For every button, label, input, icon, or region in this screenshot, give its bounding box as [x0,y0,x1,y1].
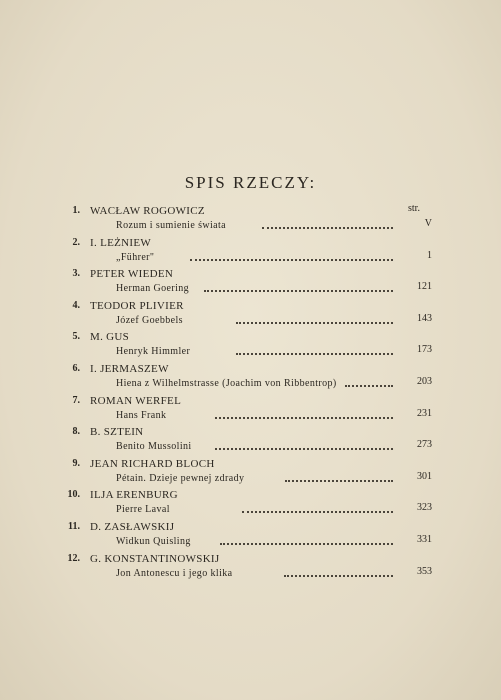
entry-page-number: 331 [417,534,432,545]
entry-number: 7. [72,394,80,406]
entry-page-number: 143 [417,312,432,324]
entry-author: ILJA ERENBURG [90,489,178,502]
entry-work-title: Herman Goering [116,283,190,295]
toc-entry [0,553,501,583]
entry-author: G. KONSTANTINOWSKIJ [90,552,220,565]
entry-author: I. JERMASZEW [90,363,169,375]
dot-leader [236,312,393,324]
entry-author: I. LEŻNIEW [90,236,152,249]
entry-number: 10. [67,489,80,501]
entry-number: 1. [72,205,80,216]
toc-entry [0,237,501,267]
dot-leader [284,565,393,577]
entry-work-title: Pierre Laval [116,504,170,516]
toc-entry [0,426,501,456]
dot-leader [236,343,393,355]
toc-entry [0,521,501,551]
dot-leader [204,280,393,292]
entry-author: WACŁAW ROGOWICZ [90,205,205,217]
entry-author: TEODOR PLIVIER [90,299,184,312]
entry-number: 3. [72,268,80,280]
entry-page-number: V [424,218,432,229]
entry-number: 12. [67,552,80,564]
entry-page-number: 231 [417,407,432,419]
dot-leader [215,438,393,450]
dot-leader [190,249,393,261]
entry-work-title: Benito Mussolini [116,441,192,453]
entry-number: 9. [72,457,80,469]
entry-number: 8. [72,426,80,438]
toc-entry [0,363,501,393]
dot-leader [242,501,393,513]
entry-number: 5. [72,331,80,343]
entry-work-title: Henryk Himmler [116,346,191,358]
toc-entry [0,458,501,488]
entry-author: PETER WIEDEN [90,268,174,281]
entry-author: ROMAN WERFEL [90,394,182,407]
toc-entry [0,300,501,330]
entry-page-number: 121 [417,281,432,293]
dot-leader [345,375,393,387]
entry-work-title: Józef Goebbels [116,314,183,326]
entry-work-title: Jon Antonescu i jego klika [116,567,233,579]
entry-page-number: 323 [417,502,432,514]
entry-author: B. SZTEIN [90,426,144,439]
dot-leader [285,470,393,482]
entry-number: 6. [72,363,80,374]
entry-number: 4. [72,299,80,311]
entry-author: JEAN RICHARD BLOCH [90,457,215,470]
dot-leader [220,533,393,545]
toc-entry [0,205,501,235]
entry-work-title: Hans Frank [116,409,167,421]
toc-entry [0,268,501,298]
entry-page-number: 203 [417,376,432,387]
entry-work-title: Hiena z Wilhelmstrasse (Joachim von Ribbentrop) [116,378,337,389]
entry-author: D. ZASŁAWSKIJ [90,521,175,533]
toc-entry [0,395,501,425]
entry-number: 2. [72,236,80,248]
entry-page-number: 1 [427,249,432,261]
toc-entry [0,331,501,361]
entry-work-title: Pétain. Dzieje pewnej zdrady [116,472,245,484]
toc-title: SPIS RZECZY: [184,173,317,192]
toc-entry [0,489,501,519]
entry-work-title: Widkun Quisling [116,536,191,547]
dot-leader [262,217,393,229]
entry-work-title: „Führer" [116,251,155,263]
entry-page-number: 273 [417,439,432,451]
dot-leader [215,407,393,419]
entry-work-title: Rozum i sumienie świata [116,220,227,231]
entry-page-number: 353 [417,565,432,577]
entry-page-number: 173 [417,344,432,356]
entry-author: M. GUS [90,331,130,344]
entry-number: 11. [68,521,80,532]
entry-page-number: 301 [417,470,432,482]
page-column-label: str. [408,203,420,214]
